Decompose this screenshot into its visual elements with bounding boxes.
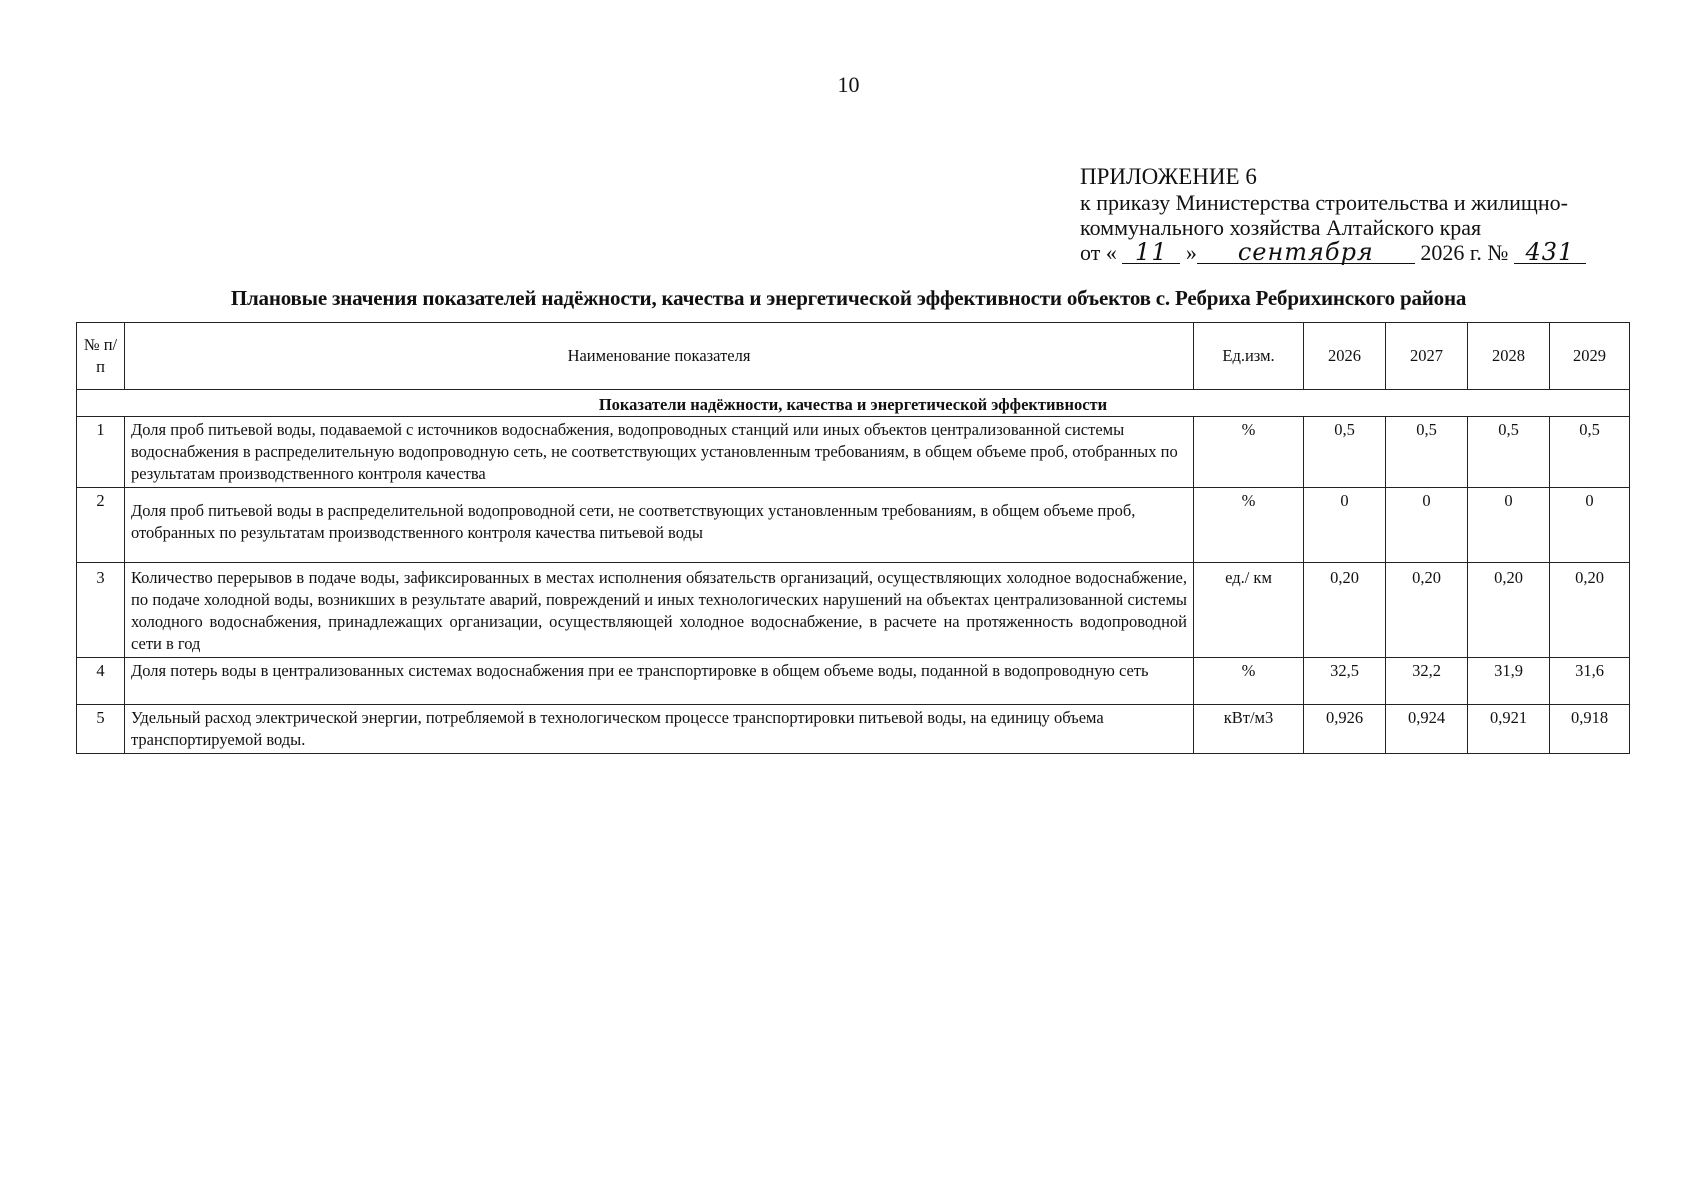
row-num: 2 [77, 488, 125, 563]
table-header-row [77, 323, 1630, 390]
row-value-2027: 0 [1386, 488, 1468, 563]
header-year-2027: 2027 [1386, 323, 1468, 390]
row-value-2028: 0,921 [1468, 705, 1550, 754]
appendix-block [1080, 164, 1640, 265]
header-unit: Ед.изм. [1194, 323, 1304, 390]
row-value-2029: 0 [1550, 488, 1630, 563]
row-value-2028: 31,9 [1468, 658, 1550, 705]
row-value-2027: 0,924 [1386, 705, 1468, 754]
row-value-2026: 32,5 [1304, 658, 1386, 705]
table-row [77, 705, 1630, 754]
appendix-date-line [1080, 240, 1640, 265]
row-unit: ед./ км [1194, 563, 1304, 658]
row-value-2029: 0,5 [1550, 417, 1630, 488]
handwritten-order-number: 431 [1514, 241, 1586, 264]
row-name: Количество перерывов в подаче воды, зафиксированных в местах исполнения обязательств организаций, осуществляющих холодное водоснабжение, по подаче холодной воды, возникших в результате аварий, повреждений и иных технологических нарушений на объектах централизованной системы холодного водоснабжения, принадлежащих организации, осуществляющей холодное водоснабжение, в расчете на протяженность водопроводной сети в год [125, 563, 1194, 658]
row-value-2028: 0 [1468, 488, 1550, 563]
indicators-table [76, 322, 1630, 754]
row-name: Доля проб питьевой воды, подаваемой с источников водоснабжения, водопроводных станций или иных объектов централизованной системы водоснабжения в распределительную водопроводную сеть, не соответствующих установленным требованиям, в общем объеме проб, отобранных по результатам производственного контроля качества [125, 417, 1194, 488]
table-row [77, 488, 1630, 563]
row-value-2029: 31,6 [1550, 658, 1630, 705]
header-year-2026: 2026 [1304, 323, 1386, 390]
handwritten-month: сентября [1197, 241, 1415, 264]
row-unit: кВт/м3 [1194, 705, 1304, 754]
handwritten-day: 11 [1122, 241, 1180, 264]
date-prefix: от « [1080, 240, 1117, 265]
appendix-heading: ПРИЛОЖЕНИЕ 6 [1080, 164, 1257, 189]
row-unit: % [1194, 417, 1304, 488]
appendix-line-2: коммунального хозяйства Алтайского края [1080, 215, 1482, 240]
header-num: № п/п [77, 323, 125, 390]
row-value-2027: 32,2 [1386, 658, 1468, 705]
header-year-2028: 2028 [1468, 323, 1550, 390]
row-value-2028: 0,20 [1468, 563, 1550, 658]
appendix-line-1: к приказу Министерства строительства и жилищно- [1080, 190, 1568, 215]
table-row [77, 658, 1630, 705]
header-year-2029: 2029 [1550, 323, 1630, 390]
row-value-2026: 0 [1304, 488, 1386, 563]
row-value-2026: 0,20 [1304, 563, 1386, 658]
header-name: Наименование показателя [125, 323, 1194, 390]
row-value-2026: 0,926 [1304, 705, 1386, 754]
document-title: Плановые значения показателей надёжности, качества и энергетической эффективности объектов с. Ребриха Ребрихинского района [230, 286, 1467, 310]
row-name: Доля потерь воды в централизованных системах водоснабжения при ее транспортировке в общем объеме воды, поданной в водопроводную сеть [125, 658, 1194, 705]
date-year: 2026 г. № [1420, 240, 1509, 265]
row-value-2029: 0,918 [1550, 705, 1630, 754]
page-number: 10 [837, 72, 860, 97]
table-row [77, 417, 1630, 488]
row-name: Доля проб питьевой воды в распределительной водопроводной сети, не соответствующих установленным требованиям, в общем объеме проб, отобранных по результатам производственного контроля качества питьевой воды [125, 488, 1194, 563]
row-value-2027: 0,20 [1386, 563, 1468, 658]
row-value-2028: 0,5 [1468, 417, 1550, 488]
section-row [77, 390, 1630, 417]
row-name: Удельный расход электрической энергии, потребляемой в технологическом процессе транспортировки питьевой воды, на единицу объема транспортируемой воды. [125, 705, 1194, 754]
row-value-2029: 0,20 [1550, 563, 1630, 658]
row-num: 4 [77, 658, 125, 705]
row-value-2026: 0,5 [1304, 417, 1386, 488]
row-unit: % [1194, 658, 1304, 705]
row-num: 5 [77, 705, 125, 754]
table-row [77, 563, 1630, 658]
section-title: Показатели надёжности, качества и энергетической эффективности [77, 390, 1630, 417]
row-unit: % [1194, 488, 1304, 563]
row-num: 3 [77, 563, 125, 658]
row-value-2027: 0,5 [1386, 417, 1468, 488]
row-num: 1 [77, 417, 125, 488]
date-quote-close: » [1185, 240, 1197, 265]
